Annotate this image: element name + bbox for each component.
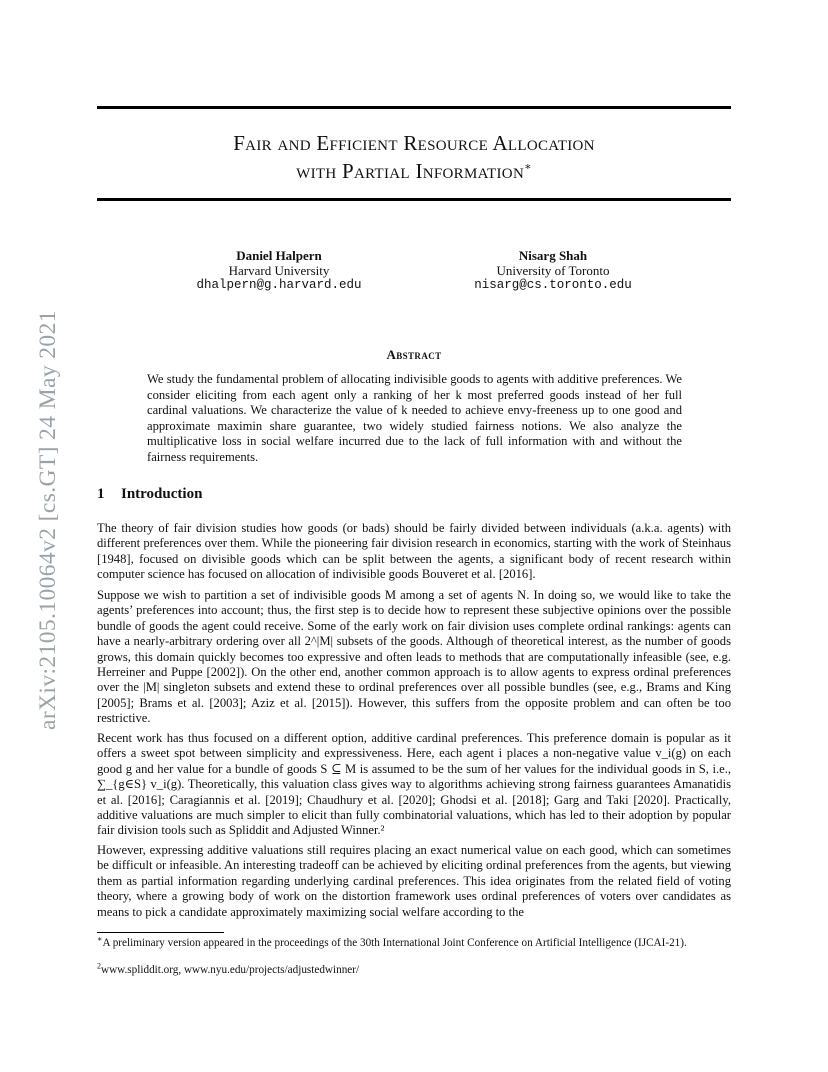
author-block-2	[423, 248, 683, 293]
section-title: Introduction	[121, 486, 203, 502]
section-heading	[97, 486, 202, 503]
title-line-1	[97, 128, 731, 158]
body-paragraph-1: The theory of fair division studies how goods (or bads) should be fairly divided between individuals (a.k.a. agents) with different preferences over them. While the pioneering fair division research in economics, starting with the work of Steinhaus [1948], focused on divisible goods which can be split between the agents, a significant body of recent research within computer science has focused on allocation of indivisible goods Bouveret et al. [2016].	[97, 521, 731, 582]
footnote-2	[97, 961, 731, 978]
author-affiliation: Harvard University	[228, 263, 330, 278]
title-line-1-text: Fair and Efficient Resource Allocation	[233, 131, 595, 155]
footnote-rule	[97, 932, 224, 933]
body-paragraph-4: However, expressing additive valuations still requires placing an exact numerical value on each good, which can sometimes be difficult or infeasible. An interesting tradeoff can be achieved by eliciting ordinal preferences from the agents, but viewing them as partial information regarding underlying cardinal preferences. This idea originates from the related field of voting theory, where a growing body of work on the distortion framework uses ordinal preferences of voters over candidates as means to pick a candidate approximately maximizing social welfare according to the	[97, 843, 731, 919]
body-paragraph-2: Suppose we wish to partition a set of indivisible goods M among a set of agents N. In doing so, we would like to take the agents’ preferences into account; thus, the first step is to decide how to represent these subjective opinions over the possible bundle of goods the agent could receive. Some of the early work on fair division uses complete ordinal rankings: agents can have a nearly-arbitrary ordering over all 2^|M| subsets of the goods. Although of theoretical interest, as the number of goods grows, this domain quickly becomes too expressive and often leads to methods that are computationally infeasible (see, e.g. Herreiner and Puppe [2002]). On the other end, another common approach is to allow agents to express ordinal preferences over the |M| singleton subsets and extend these to ordinal preferences over all possible bundles (see, e.g., Brams and King [2005]; Brams et al. [2003]; Aziz et al. [2015]). However, this suffers from the opposite problem and can often be too restrictive.	[97, 588, 731, 726]
abstract-heading-text: Abstract	[386, 347, 442, 362]
title-line-2	[97, 156, 731, 186]
title-line-2-text: with Partial Information	[296, 159, 525, 183]
title-bottom-rule	[97, 198, 731, 201]
arxiv-identifier: arXiv:2105.10064v2 [cs.GT] 24 May 2021	[35, 310, 61, 730]
abstract-body: We study the fundamental problem of allocating indivisible goods to agents with additive preferences. We consider eliciting from each agent only a ranking of her k most preferred goods instead of her full cardinal valuations. We characterize the value of k needed to achieve envy-freeness up to one good and approximate maximin share guarantee, two widely studied fairness notions. We also analyze the multiplicative loss in social welfare incurred due to the lack of full information with and without the fairness requirements.	[147, 372, 682, 464]
author-block-1	[149, 248, 409, 293]
title-top-rule	[97, 106, 731, 109]
title-footnote-mark: ∗	[524, 161, 532, 173]
author-email: dhalpern@g.harvard.edu	[196, 278, 362, 292]
footnote-text: A preliminary version appeared in the proceedings of the 30th International Joint Conference on Artificial Intelligence (IJCAI-21).	[102, 937, 687, 949]
footnote-text: www.spliddit.org, www.nyu.edu/projects/adjustedwinner/	[101, 964, 360, 976]
body-paragraph-3: Recent work has thus focused on a different option, additive cardinal preferences. This preference domain is popular as it offers a sweet spot between simplicity and expressiveness. Here, each agent i places a non-negative value v_i(g) on each good g and her value for a bundle of goods S ⊆ M is assumed to be the sum of her values for the individual goods in S, i.e., ∑_{g∈S} v_i(g). Theoretically, this valuation class gives way to algorithms achieving strong fairness guarantees Amanatidis et al. [2016]; Caragiannis et al. [2019]; Chaudhury et al. [2020]; Ghodsi et al. [2018]; Garg and Taki [2020]. Practically, additive valuations are much simpler to elicit than fully combinatorial valuations, which has led to their adoption by popular fair division tools such as Spliddit and Adjusted Winner.²	[97, 731, 731, 838]
author-email: nisarg@cs.toronto.edu	[474, 278, 632, 292]
footnote-1	[97, 934, 731, 951]
author-name: Nisarg Shah	[518, 248, 588, 263]
author-affiliation: University of Toronto	[496, 263, 610, 278]
arxiv-sidebar	[19, 255, 61, 730]
author-name: Daniel Halpern	[236, 248, 322, 263]
footnote-mark: ∗	[97, 934, 103, 944]
abstract-heading	[0, 347, 828, 363]
footnote-mark: 2	[97, 961, 101, 971]
section-number: 1	[97, 486, 105, 502]
